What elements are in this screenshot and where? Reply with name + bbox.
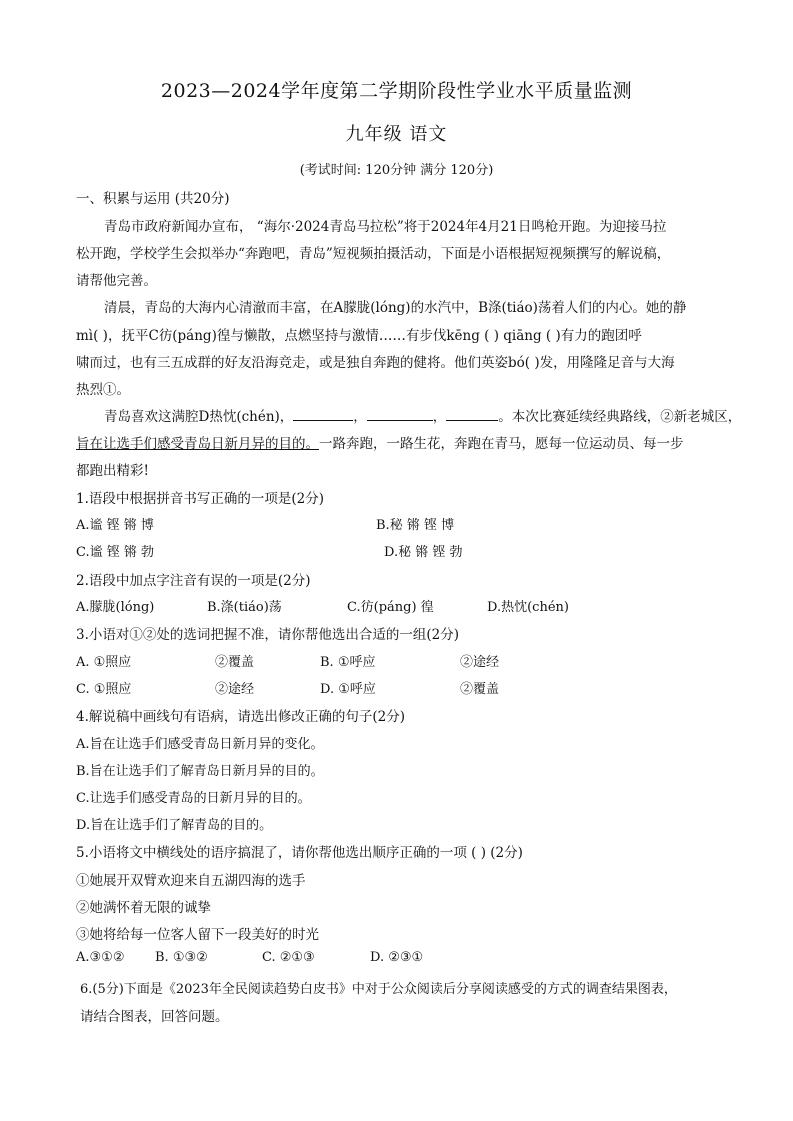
q4-option-a[interactable]: A.旨在让选手们感受青岛日新月异的变化。 <box>76 737 324 752</box>
passage-p3-comma-1: ， <box>353 409 367 425</box>
q1-option-c[interactable]: C.谧 铿 锵 勃 <box>76 545 155 560</box>
q3-option-c[interactable]: C. ①照应 <box>76 682 132 697</box>
answer-blank-2[interactable] <box>367 406 433 421</box>
q3-option-d-part2: ②覆盖 <box>460 682 500 697</box>
section-heading: 一、积累与运用 (共20分) <box>76 191 230 207</box>
passage-p3-line-3: 都跑出精彩! <box>76 463 149 479</box>
exam-meta: (考试时间: 120分钟 满分 120分) <box>299 163 494 178</box>
q5-sentence-1: ①她展开双臂欢迎来自五湖四海的选手 <box>76 873 306 889</box>
q2-option-b[interactable]: B.涤(tiáo)荡 <box>207 600 282 615</box>
q3-stem: 3.小语对①②处的选词把握不准，请你帮他选出合适的一组(2分) <box>76 627 460 643</box>
passage-p2-line-2: mì( )，抚平C彷(páng)徨与懒散，点燃坚持与激情……有步伐kēng ( ) qiāng ( )有力的跑团呼 <box>76 328 642 344</box>
exam-subtitle: 九年级 语文 <box>345 124 448 145</box>
passage-p3-line-2 <box>76 432 684 452</box>
q1-stem: 1.语段中根据拼音书写正确的一项是(2分) <box>76 491 325 507</box>
q3-option-b-part2: ②途经 <box>460 655 500 670</box>
q1-option-d[interactable]: D.秘 锵 铿 勃 <box>384 545 463 560</box>
passage-p3-text-d: 。本次比赛延续经典路线，②新老城区， <box>498 409 742 425</box>
passage-p2-line-1: 清晨，青岛的大海内心清澈而丰富，在A朦胧(lóng)的水汽中，B涤(tiáo)荡着人们的内心。她的静 <box>104 300 687 316</box>
answer-blank-3[interactable] <box>446 406 498 421</box>
underlined-sentence: 旨在让选手们感受青岛日新月异的目的。 <box>76 436 319 452</box>
q6-stem-line-1: 6.(5分)下面是《2023年全民阅读趋势白皮书》中对于公众阅读后分享阅读感受的方式的调查结果图表， <box>80 982 677 997</box>
q2-stem: 2.语段中加点字注音有误的一项是(2分) <box>76 573 311 589</box>
q3-option-c-part2: ②途经 <box>215 682 255 697</box>
passage-p3-text-a: 青岛喜欢这满腔D热忱(chén)， <box>104 409 294 425</box>
q5-option-d[interactable]: D. ②③① <box>370 950 424 965</box>
passage-p2-line-3: 啸而过，也有三五成群的好友沿海竞走，或是独自奔跑的健将。他们英姿bó( )发，用隆隆足音与大海 <box>76 355 675 371</box>
q2-option-d[interactable]: D.热忱(chén) <box>487 600 569 615</box>
q4-stem: 4.解说稿中画线句有语病，请选出修改正确的句子(2分) <box>76 709 406 725</box>
q6-stem-line-2: 请结合图表，回答问题。 <box>80 1009 229 1025</box>
q2-option-a[interactable]: A.朦胧(lóng) <box>76 600 155 615</box>
passage-p2-line-4: 热烈①。 <box>76 382 130 398</box>
q4-option-d[interactable]: D.旨在让选手们了解青岛的目的。 <box>76 818 273 833</box>
q1-option-b[interactable]: B.秘 锵 铿 博 <box>376 518 455 533</box>
q5-sentence-3: ③她将给每一位客人留下一段美好的时光 <box>76 927 319 943</box>
answer-blank-1[interactable] <box>293 406 353 421</box>
q3-option-a-part2: ②覆盖 <box>215 655 255 670</box>
q5-stem: 5.小语将文中横线处的语序搞混了，请你帮他选出顺序正确的一项 ( ) (2分) <box>76 845 523 861</box>
q3-option-b[interactable]: B. ①呼应 <box>320 655 376 670</box>
q4-option-b[interactable]: B.旨在让选手们了解青岛日新月异的目的。 <box>76 764 324 779</box>
passage-p3-text-e: 一路奔跑，一路生花，奔跑在青马，愿每一位运动员、每一步 <box>319 436 684 452</box>
passage-p3-line-1 <box>104 405 741 425</box>
passage-p3-comma-2: ， <box>432 409 447 425</box>
q1-option-a[interactable]: A.谧 铿 锵 博 <box>76 518 154 533</box>
intro-line-2: 松开跑，学校学生会拟举办“奔跑吧，青岛”短视频拍摄活动，下面是小语根据短视频撰写的解说稿， <box>76 246 671 262</box>
intro-line-1: 青岛市政府新闻办宣布， “海尔·2024青岛马拉松”将于2024年4月21日鸣枪开跑。为迎接马拉 <box>104 219 667 235</box>
q5-sentence-2: ②她满怀着无限的诚挚 <box>76 900 211 916</box>
intro-line-3: 请帮他完善。 <box>76 273 157 289</box>
q4-option-c[interactable]: C.让选手们感受青岛的日新月异的目的。 <box>76 791 311 806</box>
q3-option-d[interactable]: D. ①呼应 <box>320 682 376 697</box>
exam-title: 2023—2024学年度第二学期阶段性学业水平质量监测 <box>160 80 633 102</box>
q2-option-c[interactable]: C.彷(páng) 徨 <box>347 600 434 615</box>
q5-option-c[interactable]: C. ②①③ <box>262 950 315 965</box>
q5-option-b[interactable]: B. ①③② <box>155 950 208 965</box>
q3-option-a[interactable]: A. ①照应 <box>76 655 132 670</box>
q5-option-a[interactable]: A.③①② <box>76 950 125 965</box>
